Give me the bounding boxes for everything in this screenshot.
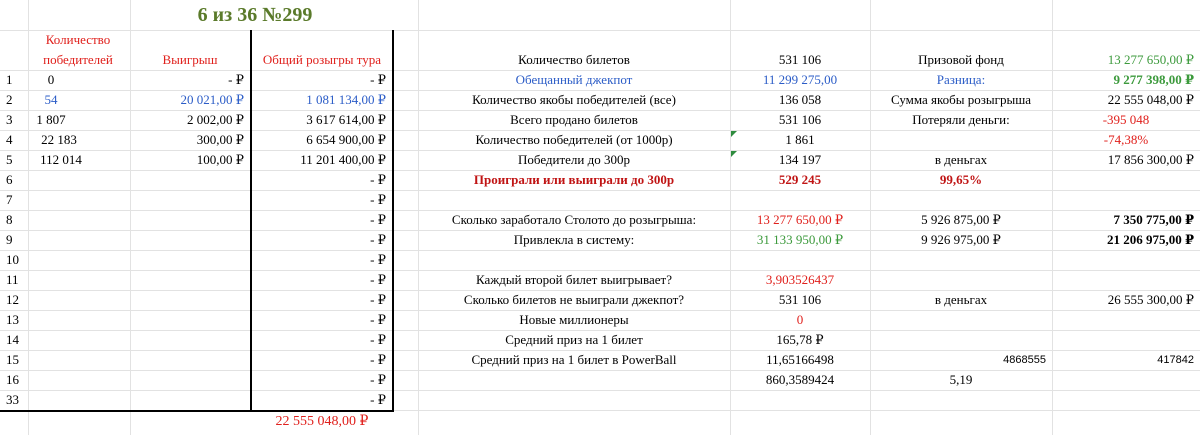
total-cell: - ₽ (370, 212, 386, 227)
prize-cell: 300,00 ₽ (196, 132, 244, 147)
stat-value2: -395 048 (1102, 112, 1150, 127)
stat-label: Количество билетов (518, 52, 630, 67)
total-cell: - ₽ (370, 232, 386, 247)
stat-value2: 26 555 300,00 ₽ (1107, 292, 1194, 307)
row-number: 12 (6, 292, 19, 307)
stat-label2: 5,19 (949, 372, 973, 387)
stat-label: Каждый второй билет выигрывает? (476, 272, 672, 287)
table-border-right (392, 30, 394, 410)
stat-value: 3,903526437 (765, 272, 835, 287)
total-cell: - ₽ (370, 292, 386, 307)
prize-cell: 20 021,00 ₽ (180, 92, 244, 107)
stat-value: 529 245 (778, 172, 822, 187)
stat-value2: 13 277 650,00 ₽ (1107, 52, 1194, 67)
prize-cell: 100,00 ₽ (196, 152, 244, 167)
row-number: 5 (6, 152, 13, 167)
stat-value: 1 861 (785, 132, 815, 147)
total-cell: - ₽ (370, 392, 386, 407)
stat-label2: 99,65% (939, 172, 983, 187)
winners-count-cell: 112 014 (40, 152, 82, 167)
total-cell: 11 201 400,00 ₽ (300, 152, 386, 167)
header-total-draw: Общий розыгры тура (262, 52, 382, 67)
row-number: 9 (6, 232, 13, 247)
stat-label: Проиграли или выиграли до 300р (473, 172, 675, 187)
total-cell: - ₽ (370, 352, 386, 367)
stat-label2: Потеряли деньги: (912, 112, 1010, 127)
winners-count-cell: 22 183 (41, 132, 77, 147)
stat-label: Сколько заработало Столото до розыгрыша: (451, 212, 697, 227)
stat-value: 11,65166498 (766, 352, 834, 367)
stat-label: Средний приз на 1 билет в PowerBall (471, 352, 677, 367)
stat-label: Количество победителей (от 1000р) (475, 132, 673, 147)
stat-label: Средний приз на 1 билет (505, 332, 643, 347)
row-number: 8 (6, 212, 13, 227)
stat-value: 0 (796, 312, 804, 327)
total-cell: 1 081 134,00 ₽ (306, 92, 386, 107)
stat-label2: в деньгах (934, 152, 988, 167)
stat-label: Количество якобы победителей (все) (472, 92, 676, 107)
stat-value: 531 106 (778, 112, 822, 127)
stat-label: Сколько билетов не выиграли джекпот? (463, 292, 685, 307)
row-number: 7 (6, 192, 13, 207)
stat-value2: 22 555 048,00 ₽ (1107, 92, 1194, 107)
row-number: 10 (6, 252, 19, 267)
stat-label2: 5 926 875,00 ₽ (921, 212, 1001, 227)
stat-label: Обещанный джекпот (515, 72, 633, 87)
stat-value: 136 058 (778, 92, 822, 107)
total-cell: - ₽ (370, 72, 386, 87)
stat-value: 11 299 275,00 (762, 72, 838, 87)
row-number: 3 (6, 112, 13, 127)
stat-value: 134 197 (778, 152, 822, 167)
header-winners-count: Количество победителей (43, 32, 113, 67)
total-cell: 6 654 900,00 ₽ (306, 132, 386, 147)
stat-value2: 417842 (1157, 354, 1194, 366)
total-cell: - ₽ (370, 252, 386, 267)
stat-label2: в деньгах (934, 292, 988, 307)
row-number: 16 (6, 372, 19, 387)
stat-label: Победители до 300р (517, 152, 630, 167)
row-number: 13 (6, 312, 19, 327)
stat-value: 531 106 (778, 52, 822, 67)
stat-value2: 21 206 975,00 ₽ (1106, 232, 1194, 247)
stat-label: Всего продано билетов (510, 112, 638, 127)
total-cell: - ₽ (370, 312, 386, 327)
total-cell: - ₽ (370, 372, 386, 387)
prize-cell: 2 002,00 ₽ (186, 112, 244, 127)
stat-label2: Разница: (936, 72, 986, 87)
total-cell: - ₽ (370, 192, 386, 207)
total-cell: - ₽ (370, 172, 386, 187)
row-number: 2 (6, 92, 13, 107)
row-number: 15 (6, 352, 19, 367)
header-prize: Выигрыш (162, 52, 218, 67)
grand-total: 22 555 048,00 ₽ (275, 414, 369, 429)
row-number: 11 (6, 272, 19, 287)
total-cell: 3 617 614,00 ₽ (306, 112, 386, 127)
row-number: 14 (6, 332, 19, 347)
winners-count-cell: 0 (47, 72, 55, 87)
total-cell: - ₽ (370, 332, 386, 347)
row-number: 6 (6, 172, 13, 187)
stat-label2: Сумма якобы розыгрыша (890, 92, 1031, 107)
stat-value: 165,78 ₽ (776, 332, 824, 347)
stat-value: 13 277 650,00 ₽ (756, 212, 844, 227)
stat-value: 31 133 950,00 ₽ (756, 232, 844, 247)
winners-count-cell: 1 807 (36, 112, 66, 127)
page-title: 6 из 36 №299 (197, 4, 313, 26)
stat-value2: 17 856 300,00 ₽ (1107, 152, 1194, 167)
total-cell: - ₽ (370, 272, 386, 287)
stat-value2: 9 277 398,00 ₽ (1113, 72, 1194, 87)
row-number: 1 (6, 72, 13, 87)
row-number: 4 (6, 132, 13, 147)
stat-label: Привлекла в систему: (513, 232, 635, 247)
prize-cell: - ₽ (228, 72, 244, 87)
stat-value2: 7 350 775,00 ₽ (1113, 212, 1194, 227)
stat-value2: -74,38% (1103, 132, 1149, 147)
row-number: 33 (6, 392, 19, 407)
stat-label2: 9 926 975,00 ₽ (921, 232, 1001, 247)
stat-label2: 4868555 (1003, 354, 1046, 366)
stat-value: 531 106 (778, 292, 822, 307)
stat-label: Новые миллионеры (519, 312, 629, 327)
stat-value: 860,3589424 (765, 372, 835, 387)
winners-count-cell: 54 (44, 92, 58, 107)
stat-label2: Призовой фонд (918, 52, 1004, 67)
